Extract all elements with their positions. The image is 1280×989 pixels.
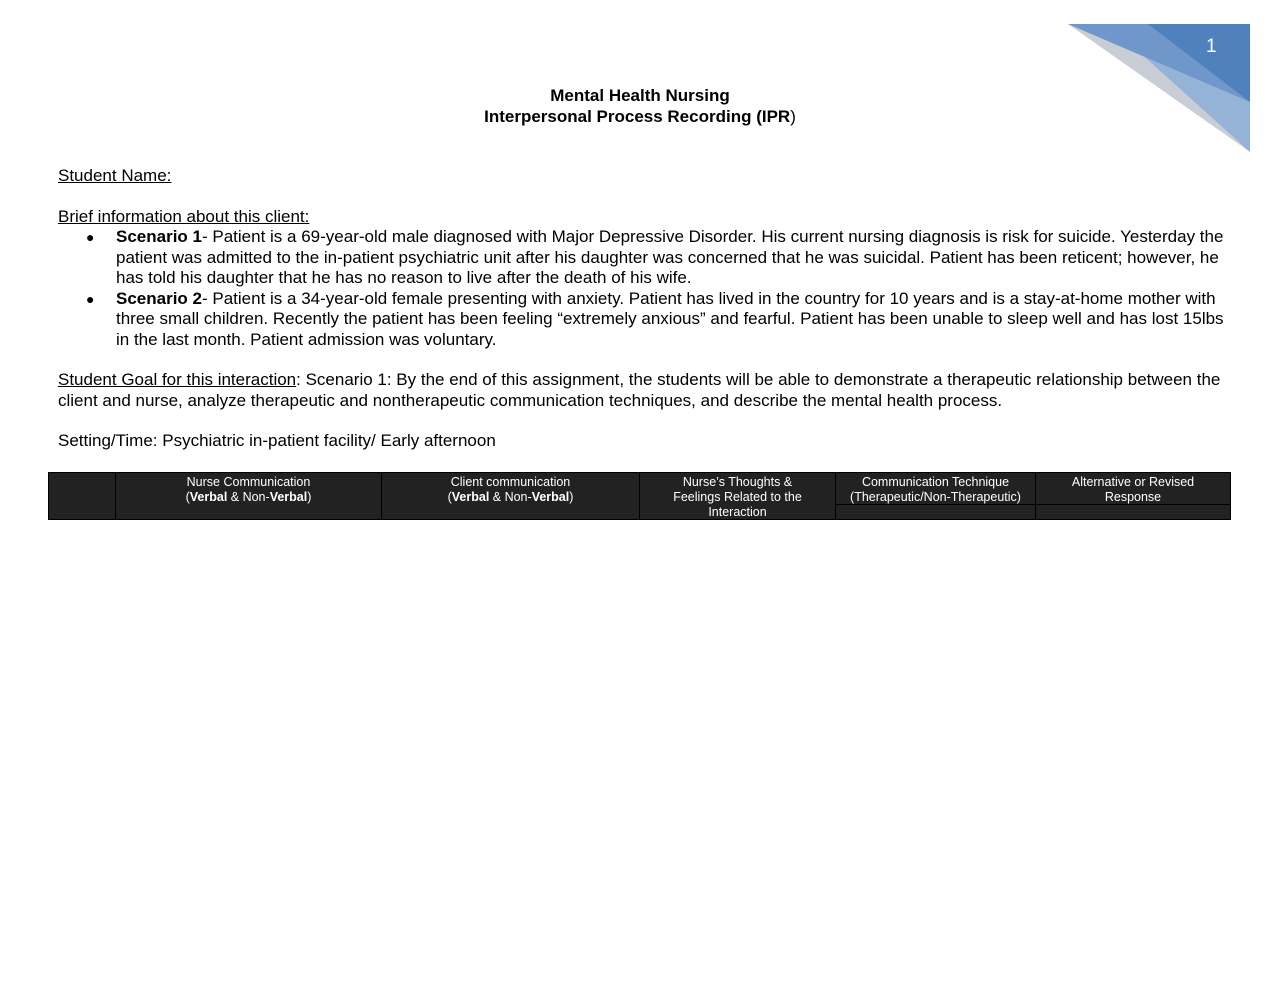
header-line: Feelings Related to the (673, 490, 802, 504)
header-line: Client communication (450, 475, 571, 489)
amp-text: & Non- (227, 490, 270, 504)
alternative-response-header (1036, 473, 1230, 520)
header-line: Interaction (708, 505, 767, 519)
bullet-icon: ● (86, 290, 95, 307)
list-item (58, 289, 1228, 351)
paren: ( (185, 490, 190, 504)
header-line (382, 490, 639, 505)
header-line: (Therapeutic/Non-Therapeutic) (850, 490, 1021, 504)
row-number-column (49, 473, 116, 520)
paren: ( (447, 490, 452, 504)
scenario-label: Scenario 1 (116, 227, 202, 246)
nonverbal-label: Verbal (269, 490, 308, 504)
subtitle-paren: ) (790, 107, 796, 126)
verbal-label: Verbal (451, 490, 490, 504)
amp-text: & Non- (489, 490, 532, 504)
student-name-label: Student Name: (58, 166, 172, 185)
header-line (116, 490, 381, 505)
client-communication-header (382, 473, 640, 520)
document-title: Mental Health Nursing (550, 86, 730, 105)
document-body (58, 166, 1228, 452)
verbal-label: Verbal (189, 490, 228, 504)
paren: ) (569, 490, 574, 504)
setting-time: Setting/Time: Psychiatric in-patient facility/ Early afternoon (58, 431, 496, 450)
client-info-heading: Brief information about this client: (58, 206, 310, 226)
scenario-text: - Patient is a 34-year-old female presenting with anxiety. Patient has lived in the country for 10 years and is a stay-at-home mother with three small children. Recently the patient has been feeling “extremely anxious” and fearful. Patient has been unable to sleep well and has lost 15lbs in the last month. Patient admission was voluntary. (116, 288, 1224, 349)
header-line: Response (1104, 490, 1162, 504)
bullet-icon: ● (86, 229, 95, 245)
goal-text: : Scenario 1: By the end of this assignment, the students will be able to demonstrate a therapeutic relationship between the client and nurse, analyze therapeutic and nontherapeutic communication techniques, and describe the mental health process. (58, 370, 1221, 410)
goal-label: Student Goal for this interaction (58, 370, 297, 389)
communication-technique-header (836, 473, 1036, 520)
page-number: 1 (1206, 36, 1217, 57)
scenario-label: Scenario 2 (116, 288, 202, 308)
header-line: Nurse’s Thoughts & (682, 475, 793, 489)
ipr-table-header (48, 472, 1231, 520)
header-line: Nurse Communication (186, 475, 311, 489)
student-goal (58, 370, 1228, 411)
nurse-thoughts-header (640, 473, 836, 520)
scenario-text: - Patient is a 69-year-old male diagnosed with Major Depressive Disorder. His current nursing diagnosis is risk for suicide. Yesterday the patient was admitted to the in-patient psychiatric unit after his daughter was concerned that he was suicidal. Patient has been reticent; however, he has told his daughter that he has no reason to live after the death of his wife. (116, 227, 1224, 287)
subtitle-text: Interpersonal Process Recording (IPR (484, 107, 791, 126)
header-line: Alternative or Revised (1071, 475, 1195, 489)
nonverbal-label: Verbal (531, 490, 570, 504)
nurse-communication-header (116, 473, 382, 520)
corner-decoration (1068, 24, 1250, 152)
paren: ) (307, 490, 312, 504)
scenario-list (58, 227, 1228, 350)
list-item (58, 227, 1228, 289)
header-line: Communication Technique (861, 475, 1010, 489)
